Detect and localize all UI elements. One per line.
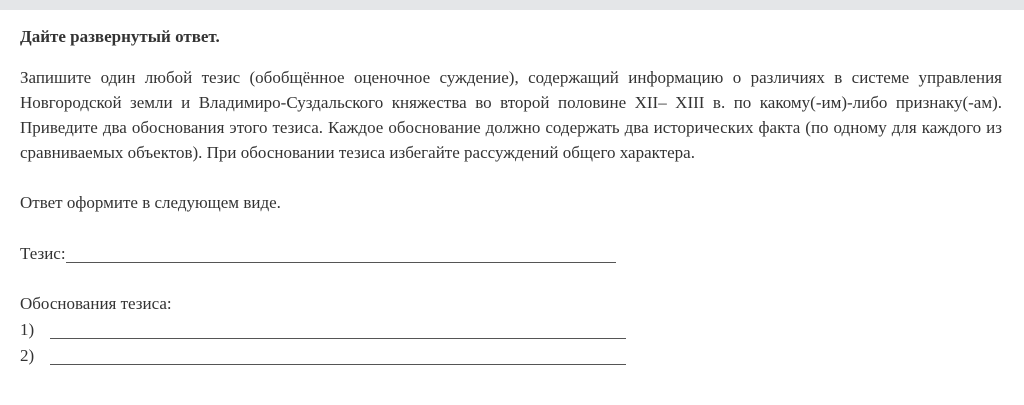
justification-answer-line: [50, 320, 626, 339]
thesis-answer-line: [66, 244, 616, 263]
question-block: [20, 26, 1002, 368]
thesis-row: [20, 240, 1002, 266]
justification-answer-line: [50, 346, 626, 365]
task-text: Запишите один любой тезис (обобщённое оценочное суждение), содержащий информацию о различиях в системе управления Новгородской земли и Владимиро-Суздальского княжества во второй половине XII– XIII в. по какому(-им)-либо признаку(-ам). Приведите два обоснования этого тезиса. Каждое обоснование должно содержать два исторических факта (по одному для каждого из сравниваемых объектов). При обосновании тезиса избегайте рассуждений общего характера.: [20, 68, 1002, 162]
top-bar: [0, 0, 1024, 10]
format-instruction: Ответ оформите в следующем виде.: [20, 193, 281, 212]
justification-row-1: [20, 316, 1002, 342]
thesis-label: Тезис:: [20, 244, 66, 263]
justification-number: 2): [20, 346, 35, 365]
justification-number: 1): [20, 320, 35, 339]
justification-row-2: [20, 342, 1002, 368]
question-heading: Дайте развернутый ответ.: [20, 27, 220, 46]
justifications-label: Обоснования тезиса:: [20, 294, 172, 313]
